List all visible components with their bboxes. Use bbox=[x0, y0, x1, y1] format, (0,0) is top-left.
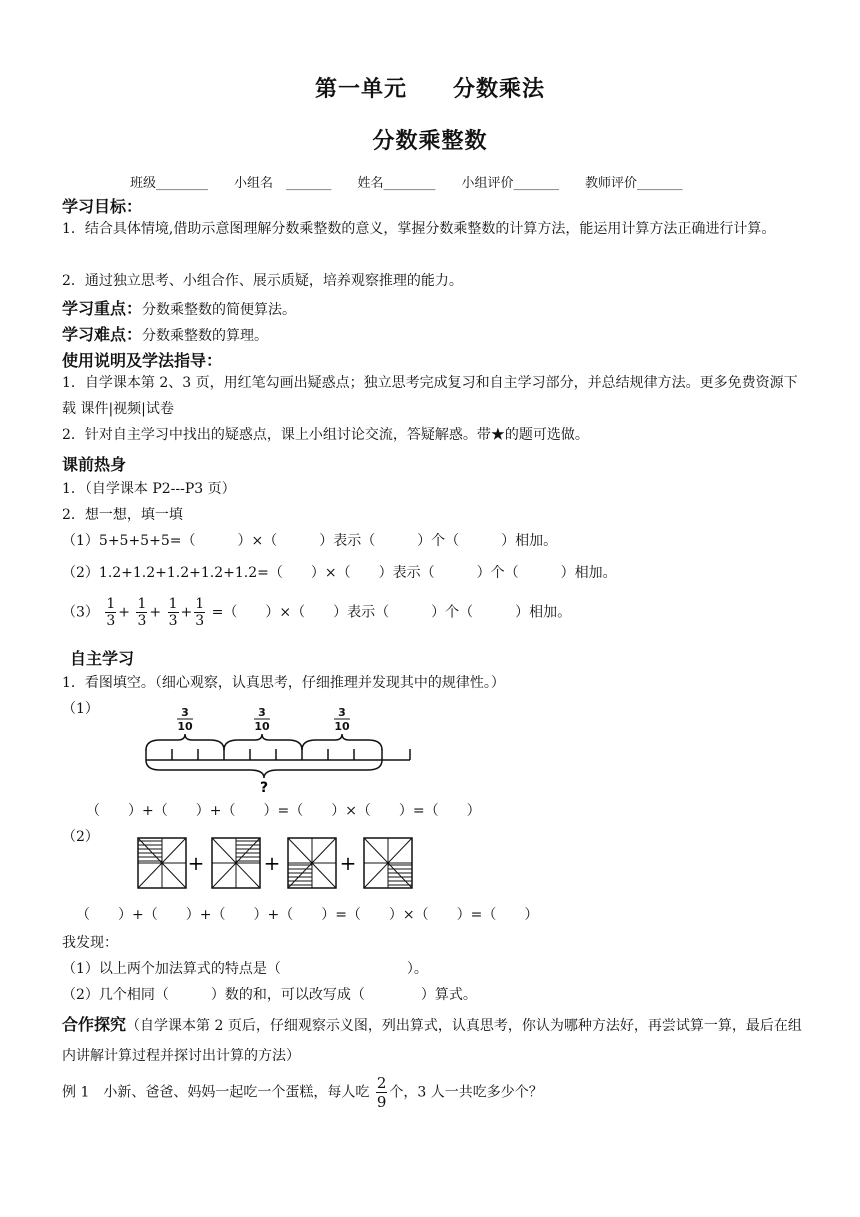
brace-label-den: 10 bbox=[254, 720, 270, 733]
brace-label-num: 3 bbox=[181, 706, 189, 719]
example-suffix: 个，3 人一共吃多少个？ bbox=[389, 1084, 543, 1101]
warmup-heading: 课前热身 bbox=[62, 455, 127, 474]
explore-block bbox=[62, 1010, 802, 1071]
difficulty-label: 学习难点： bbox=[62, 325, 143, 344]
guide-item-2: 2．针对自主学习中找出的疑惑点，课上小组讨论交流，答疑解惑。带★的题可选做。 bbox=[62, 427, 589, 443]
warmup-item-2: 2．想一想，填一填 bbox=[62, 507, 183, 523]
fraction: $\frac{2}{9}$ bbox=[376, 1074, 387, 1111]
warmup-item-1: 1．（自学课本 P2---P3 页） bbox=[62, 481, 236, 497]
self-study-item-1: 1．看图填空。（细心观察，认真思考，仔细推理并发现其中的规律性。） bbox=[62, 675, 505, 691]
explore-text: （自学课本第 2 页后，仔细观察示义图，列出算式，认真思考，你认为哪种方法好，再尝试算一算，最后在组内讲解计算过程并探讨出计算的方法） bbox=[62, 1018, 802, 1064]
discovery-1: （1）以上两个加法算式的特点是（ ）。 bbox=[62, 961, 428, 977]
square-4 bbox=[364, 838, 412, 888]
key-point-label: 学习重点： bbox=[62, 299, 143, 318]
part2-answer: （ ）+（ ）+（ ）+（ ）=（ ）×（ ）=（ ） bbox=[76, 907, 539, 923]
self-study-heading: 自主学习 bbox=[70, 649, 135, 668]
info-line: 班级________ 小组名 _______ 姓名________ 小组评价_______ 教师评价_______ bbox=[130, 176, 683, 191]
squares-diagram bbox=[136, 836, 420, 892]
question-mark: ? bbox=[259, 780, 269, 796]
goal-item-2: 2．通过独立思考、小组合作、展示质疑，培养观察推理的能力。 bbox=[62, 273, 463, 289]
plus-sign: + bbox=[187, 851, 205, 875]
discovery-heading: 我发现： bbox=[62, 935, 118, 951]
guide-heading: 使用说明及学法指导： bbox=[62, 351, 223, 370]
difficulty-text: 分数乘整数的算理。 bbox=[142, 328, 269, 344]
key-point bbox=[62, 296, 296, 319]
square-3 bbox=[288, 838, 336, 888]
goal-item-1: 1．结合具体情境,借助示意图理解分数乘整数的意义，掌握分数乘整数的计算方法，能运用计算方法正确进行计算。 bbox=[62, 221, 776, 237]
page-subtitle: 分数乘整数 bbox=[372, 129, 488, 154]
square-2 bbox=[212, 838, 260, 888]
warmup-q2: （2）1.2+1.2+1.2+1.2+1.2=（ ）×（ ）表示（ ）个（ ）相加。 bbox=[62, 565, 617, 581]
discovery-2: （2）几个相同（ ）数的和，可以改写成（ ）算式。 bbox=[62, 987, 477, 1003]
example-1 bbox=[62, 1074, 543, 1111]
explore-label: 合作探究 bbox=[62, 1015, 127, 1034]
guide-item-1: 1．自学课本第 2、3 页，用红笔勾画出疑惑点；独立思考完成复习和自主学习部分，并总结规律方法。更多免费资源下载 课件|视频|试卷 bbox=[62, 375, 798, 417]
fraction: $\frac{1}{3}$ bbox=[168, 596, 178, 629]
q3-suffix: =（ ）×（ ）表示（ ）个（ ）相加。 bbox=[211, 604, 572, 621]
brace-label-num: 3 bbox=[338, 706, 346, 719]
page-title: 第一单元 分数乘法 bbox=[314, 77, 545, 102]
segment-diagram bbox=[140, 700, 430, 796]
warmup-q3: （3） $\frac{1}{3}$ + $\frac{1}{3}$ + $\frac{1}{3}$ + $\frac{1}{3}$ =（ ）×（ ）表示（ ）个（ ）相加。 bbox=[62, 596, 572, 629]
brace-label-num: 3 bbox=[258, 706, 266, 719]
difficulty bbox=[62, 322, 268, 345]
part2-label: （2） bbox=[62, 829, 99, 845]
q3-prefix: （3） bbox=[62, 604, 99, 621]
example-prefix: 例 1 小新、爸爸、妈妈一起吃一个蛋糕，每人吃 bbox=[62, 1084, 370, 1101]
square-1 bbox=[138, 838, 186, 888]
warmup-q1: （1）5+5+5+5=（ ）×（ ）表示（ ）个（ ）相加。 bbox=[62, 533, 558, 549]
brace-label-den: 10 bbox=[177, 720, 193, 733]
fraction: $\frac{1}{3}$ bbox=[106, 596, 116, 629]
key-point-text: 分数乘整数的简便算法。 bbox=[142, 302, 297, 318]
fraction: $\frac{1}{3}$ bbox=[195, 596, 205, 629]
fraction: $\frac{1}{3}$ bbox=[137, 596, 147, 629]
goals-heading: 学习目标： bbox=[62, 197, 143, 216]
part1-answer: （ ）+（ ）+（ ）=（ ）×（ ）=（ ） bbox=[86, 803, 481, 819]
brace-label-den: 10 bbox=[334, 720, 350, 733]
plus-sign: + bbox=[339, 851, 357, 875]
part1-label: （1） bbox=[62, 701, 99, 717]
plus-sign: + bbox=[263, 851, 281, 875]
